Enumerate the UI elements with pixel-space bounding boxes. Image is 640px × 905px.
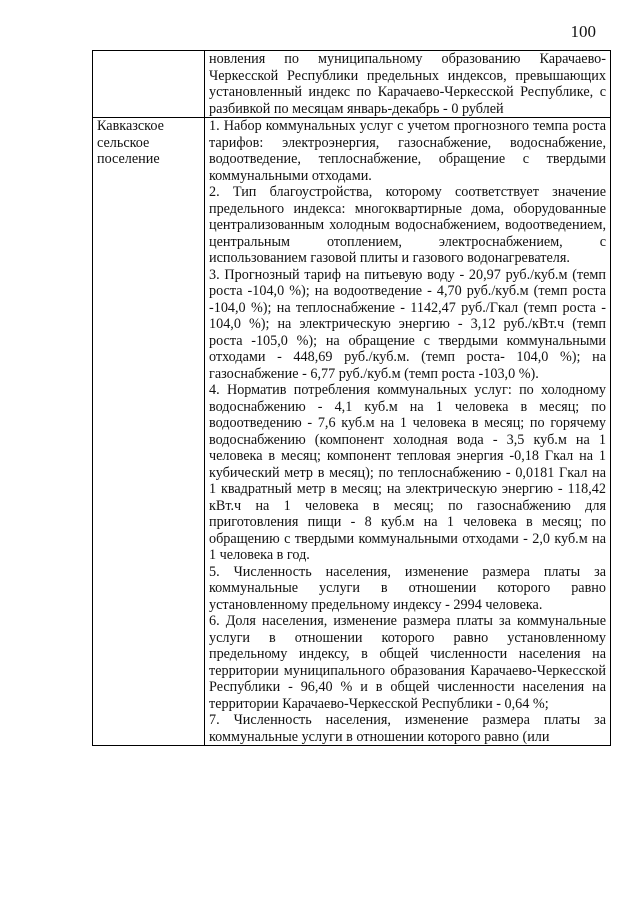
paragraph-7: 7. Численность населения, изменение размера платы за коммунальные услуги в отношении которого равно (или — [209, 712, 606, 745]
table-row — [93, 51, 611, 118]
paragraph-4: 4. Норматив потребления коммунальных услуг: по холодному водоснабжению - 4,1 куб.м на 1 человека в месяц; по водоотведению - 7,6 куб.м на 1 человека в месяц; по горячему водоснабжению (компонент холодная вода - 3,5 куб.м на 1 человека в месяц; компонент тепловая энергия -0,18 Гкал на 1 кубический метр в месяц); по теплоснабжению - 0,0181 Гкал на 1 квадратный метр в месяц; на электрическую энергию - 118,42 кВт.ч на 1 человека в месяц; по газоснабжению для приготовления пищи - 8 куб.м на 1 человека в месяц; по обращению с твердыми коммунальными отходами - 2,0 куб.м на 1 человека в год. — [209, 382, 606, 563]
paragraph-2: 2. Тип благоустройства, которому соответствует значение предельного индекса: многоквартирные дома, оборудованные централизованным холодным водоснабжением, водоотведением, центральным отоплением, электроснабжением, с использованием газовой плиты и газового водонагревателя. — [209, 184, 606, 266]
paragraph-5: 5. Численность населения, изменение размера платы за коммунальные услуги в отношении которого равно установленному предельному индексу - 2994 человека. — [209, 563, 606, 613]
continuation-cell: новления по муниципальному образованию Карачаево-Черкесской Республики предельных индексов, превышающих установленный индекс по Карачаево-Черкесской Республике, с разбивкой по месяцам январь-декабрь - 0 рублей — [205, 51, 611, 118]
municipality-cell: Кавказское сельское поселение — [93, 118, 205, 746]
empty-cell — [93, 51, 205, 118]
document-table — [92, 50, 611, 746]
paragraph-3: 3. Прогнозный тариф на питьевую воду - 20,97 руб./куб.м (темп роста -104,0 %); на водоотведение - 4,70 руб./куб.м (темп роста -104,0 %); на теплоснабжение - 1142,47 руб./Гкал (темп роста - 104,0 %); на электрическую энергию - 3,12 руб./кВт.ч (темп роста -105,0 %); на обращение с твердыми коммунальными отходами - 448,69 руб./куб.м. (темп роста- 104,0 %); на газоснабжение - 6,77 руб./куб.м (темп роста -103,0 %). — [209, 266, 606, 382]
page-number: 100 — [570, 22, 596, 41]
details-cell — [205, 118, 611, 746]
paragraph-1: 1. Набор коммунальных услуг с учетом прогнозного темпа роста тарифов: электроэнергия, газоснабжение, водоснабжение, водоотведение, теплоснабжение, обращение с твердыми коммунальными отходами. — [209, 118, 606, 184]
table-row — [93, 118, 611, 746]
paragraph-6: 6. Доля населения, изменение размера платы за коммунальные услуги в отношении которого равно установленному предельному индексу, в общей численности населения на территории муниципального образования Карачаево-Черкесской Республики - 96,40 % и в общей численности населения на территории Карачаево-Черкесской Республики - 0,64 %; — [209, 613, 606, 712]
